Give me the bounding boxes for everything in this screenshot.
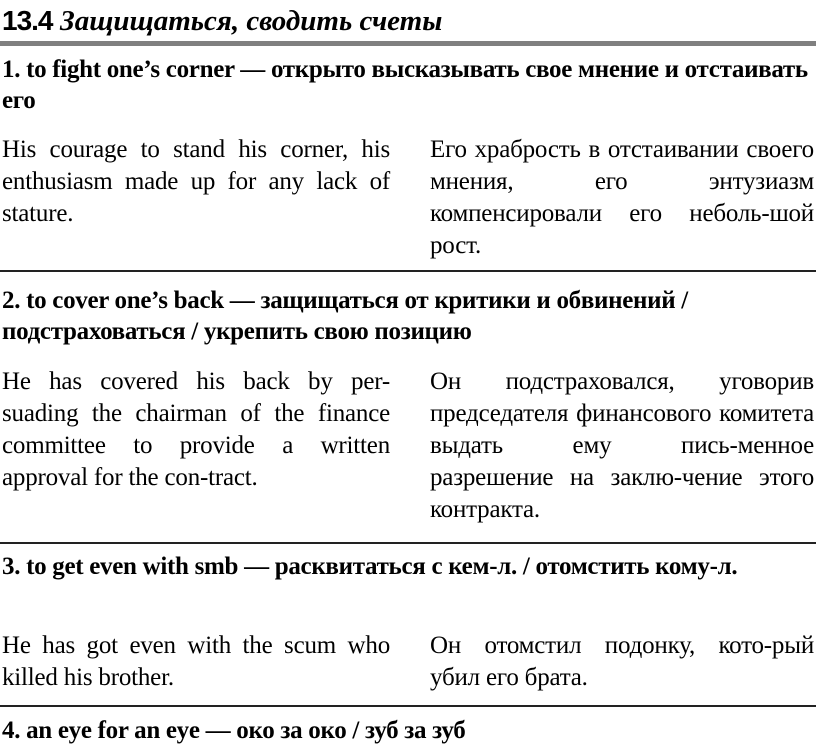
section-title xyxy=(2,2,442,40)
section-title-text: Защищаться, сводить счеты xyxy=(60,5,443,37)
idiom-heading-1: 1. to fight one’s corner — открыто высказывать свое мнение и отстаивать его xyxy=(2,56,808,114)
idiom-heading-2: 2. to cover one’s back — защищаться от критики и обвинений / подстраховаться / укрепить свою позицию xyxy=(2,287,688,345)
example-english-1: His courage to stand his corner, his enthusiasm made up for any lack of stature. xyxy=(2,136,390,227)
divider xyxy=(0,270,816,272)
idiom-heading-3: 3. to get even with smb — расквитаться с кем-л. / отомстить кому-л. xyxy=(2,553,738,580)
divider xyxy=(0,542,816,544)
example-english-3: He has got even with the scum who killed his brother. xyxy=(2,632,390,691)
idiom-heading-4: 4. an eye for an eye — око за око / зуб за зуб xyxy=(2,717,466,744)
example-russian-1: Его храбрость в отстаивании своего мнения, его энтузиазм компенсировали его неболь-шой рост. xyxy=(430,136,814,259)
example-russian-2: Он подстраховался, уговорив председателя финансового комитета выдать ему пись-менное разрешение на заклю-чение этого контракта. xyxy=(430,368,814,523)
title-divider xyxy=(0,41,816,46)
divider xyxy=(0,705,816,707)
example-russian-3: Он отомстил подонку, кото-рый убил его брата. xyxy=(430,632,814,691)
section-number: 13.4 xyxy=(2,5,53,36)
example-english-2: He has covered his back by per-suading the chairman of the finance committee to provide a written approval for the con-tract. xyxy=(2,368,390,491)
